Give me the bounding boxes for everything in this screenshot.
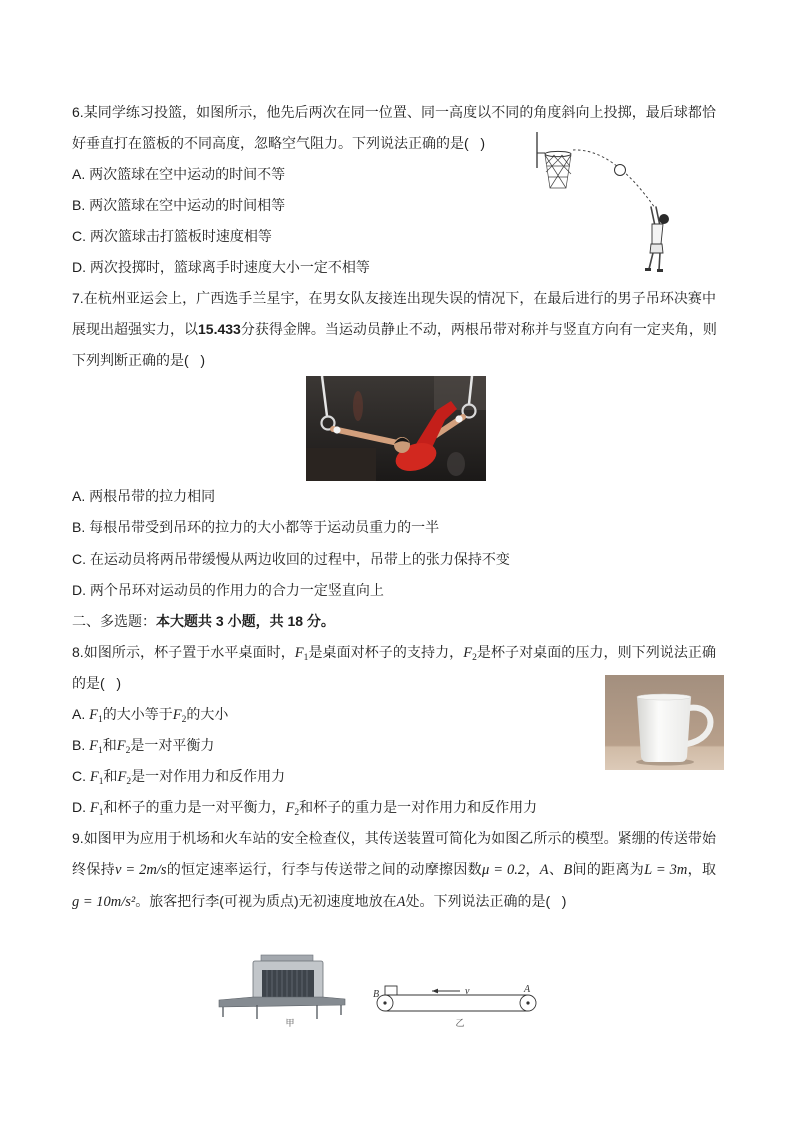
text-run: C. — [72, 768, 90, 785]
right-wrist-band — [455, 416, 462, 423]
bold-text: 15.433 — [198, 321, 241, 338]
math-expression — [295, 645, 309, 661]
text-run: 。旅客把行李(可视为质点)无初速度地放在 — [135, 892, 397, 909]
q7-stem-line-1: 7.在杭州亚运会上，广西选手兰星宇，在男女队友接连出现失误的情况下，在最后进行的男子吊环决赛中 — [72, 290, 716, 307]
math-symbol: B — [563, 862, 573, 879]
text-run: 分获得金牌。当运动员静止不动，两根吊带对称并与竖直方向有一定夹角，则 — [240, 321, 717, 338]
player-jersey — [652, 224, 663, 244]
math-expression — [285, 800, 300, 819]
bold-text: 本大题共 3 小题，共 18 分。 — [156, 612, 335, 629]
text-run: 展现出超强实力，以 — [72, 321, 198, 338]
q9-stem-line-2 — [72, 854, 716, 885]
label-v: v — [465, 986, 470, 997]
math-expression — [540, 862, 549, 878]
math-symbol: g = 10m/s² — [72, 893, 136, 910]
text-run: 是一对作用力和反作用力 — [131, 768, 286, 785]
math-expression — [89, 738, 103, 757]
player-arm — [656, 207, 660, 226]
text-run: A. — [72, 706, 90, 722]
math-expression — [72, 894, 135, 910]
math-subscript: 2 — [294, 808, 300, 819]
text-run: 二、多选题： — [72, 612, 156, 629]
math-expression — [116, 738, 131, 757]
math-expression — [89, 800, 104, 819]
player-leg — [649, 253, 653, 269]
math-symbol: A — [396, 893, 406, 910]
math-expression — [89, 769, 104, 788]
math-subscript: 2 — [181, 715, 187, 725]
text-run: 的恒定速率运行，行李与传送带之间的动摩擦因数 — [166, 861, 483, 878]
q9-stem-line-3 — [72, 886, 716, 917]
text-run: ，取 — [687, 861, 717, 878]
math-symbol: F — [172, 707, 182, 723]
text-run: 和 — [102, 737, 117, 754]
label-b: B — [373, 989, 380, 1000]
right-pulley-axle — [526, 1001, 529, 1004]
q6-option-b: B. 两次篮球在空中运动的时间相等 — [72, 196, 286, 213]
math-expression — [463, 645, 477, 661]
math-symbol: F — [89, 769, 99, 786]
left-pulley-axle — [383, 1001, 386, 1004]
figure-label-jia: 甲 — [285, 1019, 295, 1029]
q6-stem-line-1: 6.某同学练习投篮，如图所示，他先后两次在同一位置、同一高度以不同的角度斜向上投掷，最后球都恰 — [72, 103, 716, 120]
math-symbol: A — [539, 862, 549, 879]
q7-stem-line-2 — [72, 314, 716, 345]
math-subscript: 2 — [472, 652, 477, 663]
player-shorts — [650, 244, 663, 253]
hoop-net — [545, 155, 571, 188]
background-person — [353, 391, 363, 421]
math-symbol: μ = 0.2 — [482, 862, 526, 879]
security-scanner-figure — [217, 953, 347, 1033]
q9-stem-line-1: 9.如图甲为应用于机场和火车站的安全检查仪，其传送装置可简化为如图乙所示的模型。紧绷的传送带始 — [72, 830, 716, 847]
math-symbol: F — [89, 707, 98, 723]
player-leg — [659, 253, 660, 270]
text-run: 是桌面对杯子的支持力， — [308, 643, 464, 660]
text-run: 和杯子的重力是一对平衡力， — [103, 799, 286, 816]
text-run: 终保持 — [72, 861, 115, 878]
math-subscript: 1 — [98, 777, 104, 788]
q8-stem-line-2: 的是( ) — [72, 674, 121, 691]
math-symbol: F — [285, 800, 295, 817]
math-subscript: 1 — [97, 715, 103, 725]
cup-on-table-photo — [605, 675, 724, 770]
text-run: D. — [72, 799, 90, 816]
math-symbol: F — [117, 769, 127, 786]
q8-stem-line-1 — [72, 637, 716, 668]
scanner-legs — [223, 1005, 341, 1019]
text-run: B. — [72, 737, 90, 754]
player-head — [659, 214, 669, 224]
math-symbol: v = 2m/s — [114, 862, 167, 879]
label-a: A — [524, 984, 531, 995]
luggage-box — [385, 986, 397, 995]
math-subscript: 2 — [126, 777, 132, 788]
background-person — [447, 452, 465, 476]
math-subscript: 2 — [125, 746, 131, 757]
text-run: 是杯子对桌面的压力，则下列说法正确 — [476, 643, 716, 660]
math-expression — [644, 862, 687, 878]
text-run: 和 — [103, 768, 118, 785]
conveyor-belt-diagram — [372, 983, 542, 1029]
background-stands — [306, 448, 376, 481]
q7-stem-line-3: 下列判断正确的是( ) — [72, 352, 205, 369]
player — [645, 207, 669, 272]
hoop-rim — [545, 151, 571, 156]
q6-stem-line-2: 好垂直打在篮板的不同高度，忽略空气阻力。下列说法正确的是( ) — [72, 134, 485, 151]
gymnast-rings-illustration — [306, 376, 486, 481]
text-run: ， — [525, 861, 540, 878]
math-expression — [117, 769, 132, 788]
left-wrist-band — [333, 427, 340, 434]
text-run: 处。下列说法正确的是( ) — [405, 892, 567, 909]
math-subscript: 1 — [98, 808, 104, 819]
math-symbol: F — [463, 644, 473, 661]
player-arm — [651, 207, 655, 226]
q6-option-d: D. 两次投掷时，篮球离手时速度大小一定不相等 — [72, 258, 370, 275]
text-run: 间的距离为 — [572, 861, 645, 878]
player-shoe — [645, 268, 651, 271]
figure-label-yi: 乙 — [455, 1019, 465, 1029]
math-expression — [89, 707, 103, 723]
math-expression — [115, 862, 167, 878]
text-run: 8.如图所示，杯子置于水平桌面时， — [72, 643, 295, 660]
text-run: 的大小等于 — [102, 706, 173, 722]
section-heading-multiple-choice — [72, 606, 716, 637]
math-subscript: 1 — [303, 652, 309, 663]
scanner-conveyor — [219, 997, 345, 1007]
velocity-arrowhead — [432, 989, 438, 994]
math-symbol: F — [89, 800, 99, 817]
background-wall — [434, 376, 486, 410]
math-expression — [482, 862, 525, 878]
math-symbol: F — [89, 738, 98, 755]
q7-option-c: C. 在运动员将两吊带缓慢从两边收回的过程中，吊带上的张力保持不变 — [72, 550, 510, 567]
math-symbol: F — [294, 644, 304, 661]
text-run: 是一对平衡力 — [130, 737, 215, 754]
mug-body — [637, 697, 691, 762]
math-expression — [173, 707, 187, 723]
text-run: 和杯子的重力是一对作用力和反作用力 — [299, 799, 538, 816]
q7-option-b: B. 每根吊带受到吊环的拉力的大小都等于运动员重力的一半 — [72, 519, 440, 536]
mug-rim — [637, 694, 691, 700]
math-subscript: 1 — [97, 746, 103, 757]
math-symbol: L = 3m — [644, 862, 688, 879]
basketball — [615, 165, 626, 176]
math-expression — [563, 862, 572, 878]
text-run: 的大小 — [186, 706, 229, 722]
math-symbol: F — [116, 738, 126, 755]
q6-option-a: A. 两次篮球在空中运动的时间不等 — [72, 165, 286, 182]
q7-option-a: A. 两根吊带的拉力相同 — [72, 488, 216, 505]
ball-trajectory — [573, 150, 655, 208]
gymnast-rings-photo — [306, 376, 486, 481]
basketball-shot-figure — [533, 128, 673, 274]
q6-option-c: C. 两次篮球击打篮板时速度相等 — [72, 227, 272, 244]
q8-option-d — [72, 792, 716, 823]
q7-option-d: D. 两个吊环对运动员的作用力的合力一定竖直向上 — [72, 581, 384, 598]
text-run: 、 — [548, 861, 564, 878]
player-shoe — [657, 269, 663, 272]
